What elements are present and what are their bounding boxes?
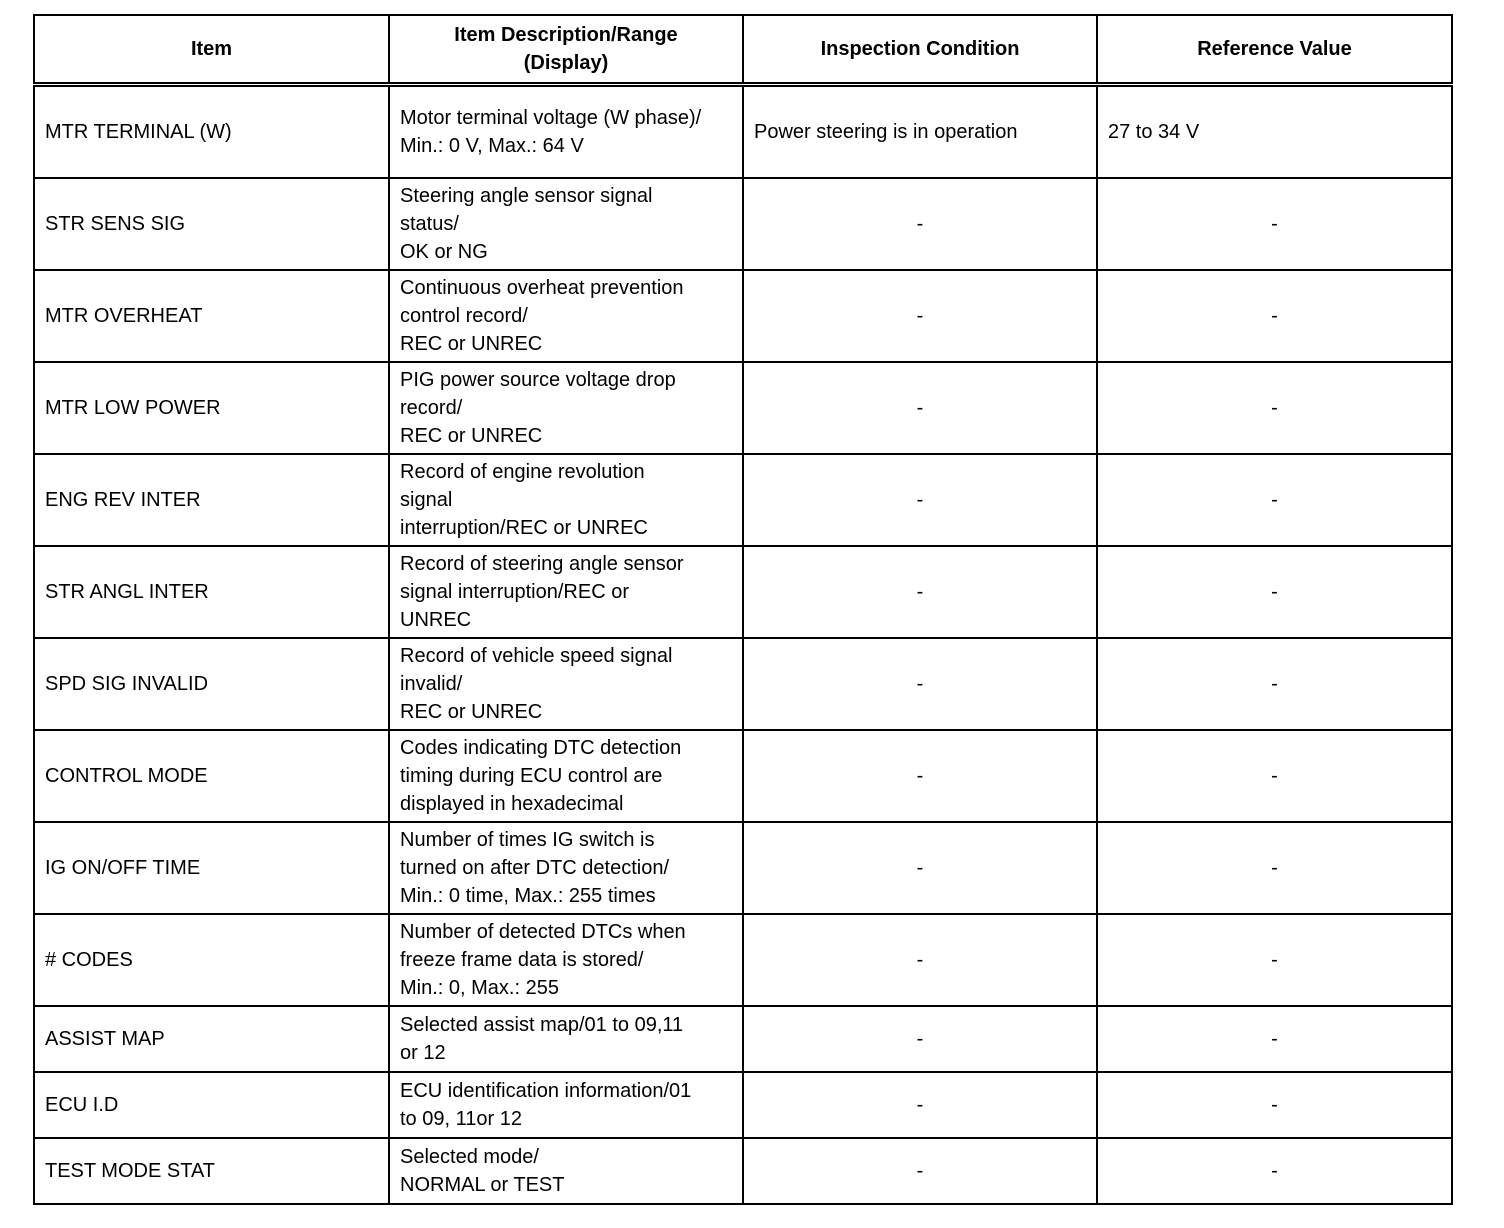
table-row xyxy=(34,1006,1452,1072)
reference-cell: - xyxy=(1097,546,1452,638)
reference-cell: - xyxy=(1097,730,1452,822)
header-description: Item Description/Range (Display) xyxy=(389,15,743,85)
description-cell: Continuous overheat prevention control record/ REC or UNREC xyxy=(389,270,743,362)
item-cell: IG ON/OFF TIME xyxy=(34,822,389,914)
data-list-table-container xyxy=(33,14,1451,1205)
table-row xyxy=(34,546,1452,638)
description-cell: Steering angle sensor signal status/ OK or NG xyxy=(389,178,743,270)
item-cell: # CODES xyxy=(34,914,389,1006)
item-cell: ENG REV INTER xyxy=(34,454,389,546)
item-cell: STR SENS SIG xyxy=(34,178,389,270)
item-cell: ASSIST MAP xyxy=(34,1006,389,1072)
table-row xyxy=(34,362,1452,454)
item-cell: MTR LOW POWER xyxy=(34,362,389,454)
reference-cell: 27 to 34 V xyxy=(1097,85,1452,179)
description-cell: Motor terminal voltage (W phase)/ Min.: 0 V, Max.: 64 V xyxy=(389,85,743,179)
item-cell: STR ANGL INTER xyxy=(34,546,389,638)
table-row xyxy=(34,1072,1452,1138)
reference-cell: - xyxy=(1097,1138,1452,1204)
table-header-row xyxy=(34,15,1452,85)
reference-cell: - xyxy=(1097,454,1452,546)
item-cell: ECU I.D xyxy=(34,1072,389,1138)
condition-cell: - xyxy=(743,638,1097,730)
item-cell: SPD SIG INVALID xyxy=(34,638,389,730)
description-cell: Number of times IG switch is turned on after DTC detection/ Min.: 0 time, Max.: 255 times xyxy=(389,822,743,914)
reference-cell: - xyxy=(1097,270,1452,362)
table-row xyxy=(34,178,1452,270)
condition-cell: - xyxy=(743,1138,1097,1204)
condition-cell: - xyxy=(743,1006,1097,1072)
item-cell: TEST MODE STAT xyxy=(34,1138,389,1204)
description-cell: Record of engine revolution signal interruption/REC or UNREC xyxy=(389,454,743,546)
reference-cell: - xyxy=(1097,178,1452,270)
description-cell: Selected assist map/01 to 09,11 or 12 xyxy=(389,1006,743,1072)
item-cell: CONTROL MODE xyxy=(34,730,389,822)
condition-cell: - xyxy=(743,1072,1097,1138)
condition-cell: - xyxy=(743,454,1097,546)
condition-cell: - xyxy=(743,178,1097,270)
reference-cell: - xyxy=(1097,914,1452,1006)
reference-cell: - xyxy=(1097,638,1452,730)
table-row xyxy=(34,638,1452,730)
data-list-table xyxy=(33,14,1453,1205)
description-cell: Record of steering angle sensor signal interruption/REC or UNREC xyxy=(389,546,743,638)
reference-cell: - xyxy=(1097,362,1452,454)
header-condition: Inspection Condition xyxy=(743,15,1097,85)
condition-cell: - xyxy=(743,730,1097,822)
table-row xyxy=(34,270,1452,362)
condition-cell: - xyxy=(743,270,1097,362)
reference-cell: - xyxy=(1097,1072,1452,1138)
item-cell: MTR OVERHEAT xyxy=(34,270,389,362)
reference-cell: - xyxy=(1097,1006,1452,1072)
description-cell: Number of detected DTCs when freeze frame data is stored/ Min.: 0, Max.: 255 xyxy=(389,914,743,1006)
table-row xyxy=(34,454,1452,546)
description-cell: PIG power source voltage drop record/ REC or UNREC xyxy=(389,362,743,454)
table-row xyxy=(34,85,1452,179)
table-row xyxy=(34,914,1452,1006)
description-cell: Codes indicating DTC detection timing during ECU control are displayed in hexadecimal xyxy=(389,730,743,822)
description-cell: ECU identification information/01 to 09, 11or 12 xyxy=(389,1072,743,1138)
header-reference: Reference Value xyxy=(1097,15,1452,85)
condition-cell: - xyxy=(743,362,1097,454)
table-row xyxy=(34,822,1452,914)
description-cell: Record of vehicle speed signal invalid/ REC or UNREC xyxy=(389,638,743,730)
description-cell: Selected mode/ NORMAL or TEST xyxy=(389,1138,743,1204)
reference-cell: - xyxy=(1097,822,1452,914)
condition-cell: - xyxy=(743,914,1097,1006)
condition-cell: Power steering is in operation xyxy=(743,85,1097,179)
table-row xyxy=(34,730,1452,822)
condition-cell: - xyxy=(743,822,1097,914)
condition-cell: - xyxy=(743,546,1097,638)
table-row xyxy=(34,1138,1452,1204)
item-cell: MTR TERMINAL (W) xyxy=(34,85,389,179)
header-item: Item xyxy=(34,15,389,85)
